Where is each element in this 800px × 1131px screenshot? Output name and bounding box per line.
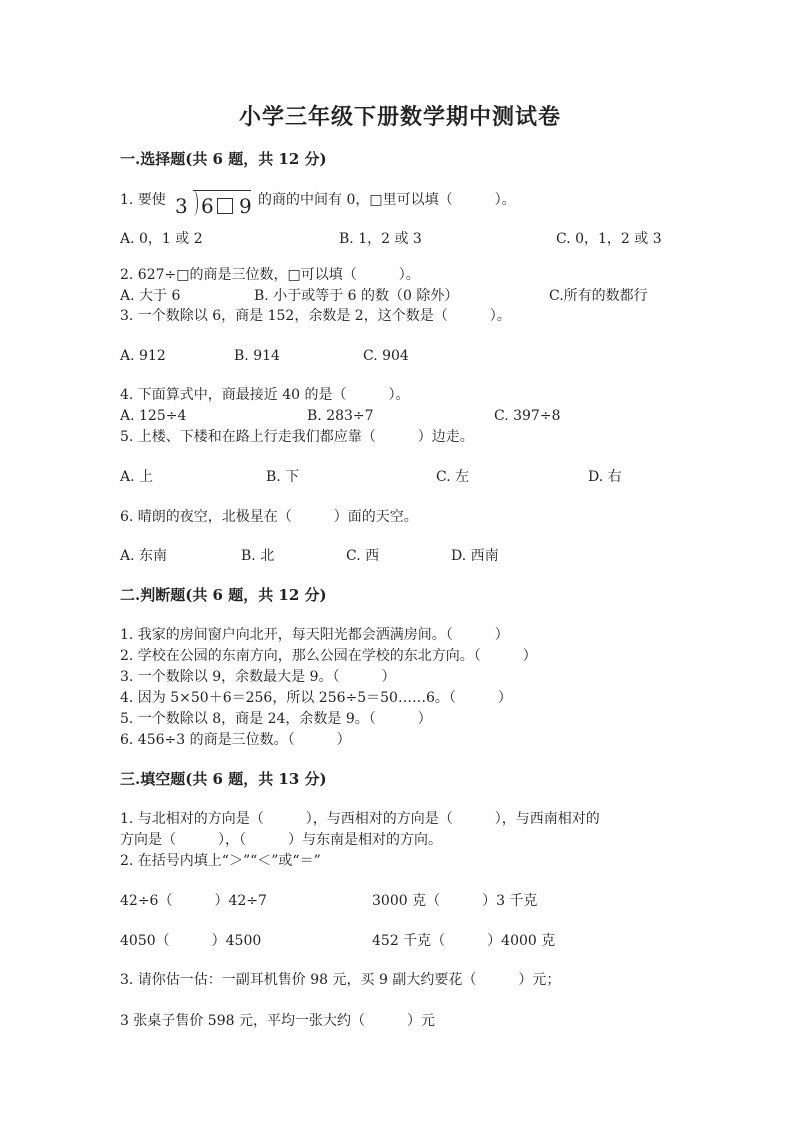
q1-option-a: A. 0，1 或 2: [120, 231, 203, 247]
compare-item: 452 千克（ ）4000 克: [372, 933, 556, 949]
q4-option-c: C. 397÷8: [494, 408, 561, 424]
fill-question-1-line-2: 方向是（ ），（ ）与东南是相对的方向。: [120, 832, 442, 848]
question-1-suffix: 的商的中间有 0，□里可以填（ ）。: [258, 192, 516, 208]
question-2-text: 2. 627÷□的商是三位数，□可以填（ ）。: [120, 267, 420, 283]
division-bar: [193, 190, 251, 191]
q5-option-d: D. 右: [588, 469, 622, 485]
section-heading-fill-in: 三.填空题(共 6 题，共 13 分): [120, 770, 327, 788]
section-heading-choice: 一.选择题(共 6 题，共 12 分): [120, 150, 327, 168]
q6-option-d: D. 西南: [451, 548, 499, 564]
question-5-text: 5. 上楼、下楼和在路上行走我们都应靠（ ）边走。: [120, 429, 474, 445]
q3-option-b: B. 914: [234, 348, 280, 364]
compare-item: 42÷6（ ）42÷7: [120, 893, 267, 909]
q1-option-b: B. 1，2 或 3: [339, 231, 422, 247]
q2-option-c: C.所有的数都行: [549, 288, 648, 304]
fill-question-2-text: 2. 在括号内填上“＞”“＜”或“＝”: [120, 853, 321, 869]
division-bracket: [189, 190, 198, 216]
q5-option-b: B. 下: [266, 469, 300, 485]
judgment-item: 6. 456÷3 的商是三位数。（ ）: [120, 732, 351, 748]
judgment-item: 4. 因为 5×50＋6＝256，所以 256÷5＝50……6。（ ）: [120, 690, 512, 706]
q5-option-c: C. 左: [436, 469, 470, 485]
q2-option-b: B. 小于或等于 6 的数（0 除外）: [254, 288, 459, 304]
q1-option-c: C. 0，1，2 或 3: [556, 231, 662, 247]
judgment-item: 1. 我家的房间窗户向北开，每天阳光都会洒满房间。（ ）: [120, 627, 509, 643]
q3-option-c: C. 904: [363, 348, 409, 364]
division-divisor: 3: [175, 194, 188, 218]
long-division-figure: [175, 188, 257, 222]
compare-item: 4050（ ）4500: [120, 933, 262, 949]
question-6-text: 6. 晴朗的夜空，北极星在（ ）面的天空。: [120, 509, 418, 525]
q3-option-a: A. 912: [120, 348, 166, 364]
judgment-item: 2. 学校在公园的东南方向，那么公园在学校的东北方向。（ ）: [120, 648, 537, 664]
page-title: 小学三年级下册数学期中测试卷: [238, 104, 561, 130]
question-1-prefix: 1. 要使: [120, 192, 166, 208]
fill-question-3-line-1: 3. 请你估一估：一副耳机售价 98 元，买 9 副大约要花（ ）元；: [120, 972, 561, 988]
fill-question-1-line-1: 1. 与北相对的方向是（ ），与西相对的方向是（ ），与西南相对的: [120, 811, 600, 827]
q2-option-a: A. 大于 6: [120, 288, 181, 304]
q6-option-b: B. 北: [241, 548, 275, 564]
q5-option-a: A. 上: [120, 469, 154, 485]
q6-option-c: C. 西: [346, 548, 380, 564]
division-dividend-right: 9: [239, 194, 252, 218]
question-3-text: 3. 一个数除以 6，商是 152，余数是 2，这个数是（ ）。: [120, 308, 511, 324]
blank-box-icon: [217, 198, 233, 214]
section-heading-judgment: 二.判断题(共 6 题，共 12 分): [120, 586, 327, 604]
q4-option-b: B. 283÷7: [307, 408, 374, 424]
judgment-item: 5. 一个数除以 8，商是 24，余数是 9。（ ）: [120, 711, 432, 727]
q4-option-a: A. 125÷4: [120, 408, 187, 424]
division-dividend-left: 6: [201, 194, 214, 218]
fill-question-3-line-2: 3 张桌子售价 598 元，平均一张大约（ ）元: [120, 1013, 435, 1029]
judgment-item: 3. 一个数除以 9，余数最大是 9。（ ）: [120, 669, 396, 685]
q6-option-a: A. 东南: [120, 548, 168, 564]
compare-item: 3000 克（ ）3 千克: [372, 893, 538, 909]
question-4-text: 4. 下面算式中，商最接近 40 的是（ ）。: [120, 387, 410, 403]
